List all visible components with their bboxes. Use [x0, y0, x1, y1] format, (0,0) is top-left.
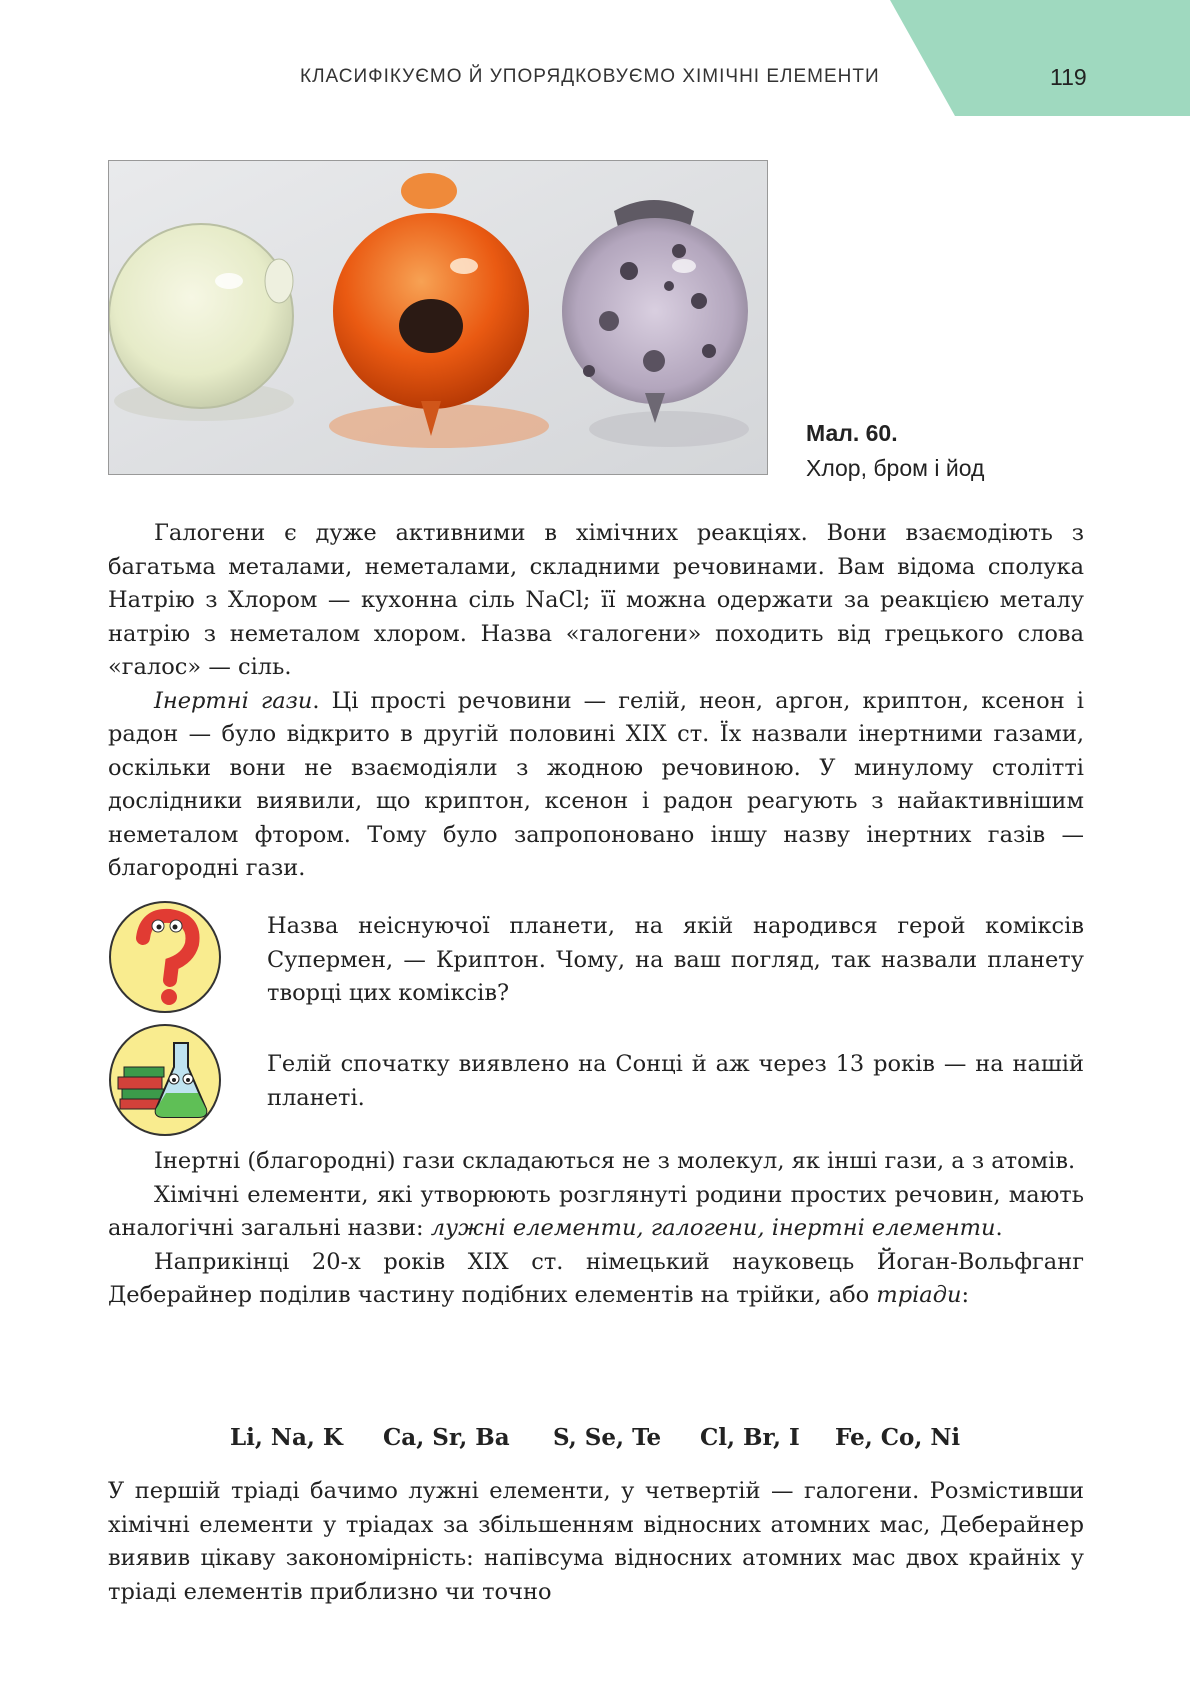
body-text-top — [108, 517, 1084, 886]
inert-gases-paragraph — [108, 685, 1084, 886]
inert-gases-text: . Ці прості речовини — гелій, неон, аргон, криптон, ксенон і радон — було відкрито в другій половині XIX ст. Їх назвали інертними газами, оскільки вони не взаємодіяли з жодною речовиною. У минулому столітті дослідники виявили, що криптон, ксенон і радон реагують з найактивнішим неметалом фтором. Тому було запропоновано іншу назву інертних газів — благородні гази. — [108, 687, 1084, 881]
families-end: . — [995, 1215, 1003, 1241]
families-text: Хімічні елементи, які утворюють розглянуті родини простих речовин, мають аналогічні загальні назви: — [108, 1181, 1084, 1241]
triad: Cl, Br, I — [700, 1424, 800, 1451]
triad: Ca, Sr, Ba — [383, 1424, 510, 1451]
body-text-bottom — [108, 1475, 1084, 1609]
inert-gases-term: Інертні гази — [154, 687, 313, 714]
halogens-paragraph: Галогени є дуже активними в хімічних реакціях. Вони взаємодіють з багатьма металами, неметалами, складними речовинами. Вам відома сполука Натрію з Хлором — кухонна сіль NaCl; її можна одержати за реакцією металу натрію з неметалом хлором. Назва «галогени» походить від грецького слова «галос» — сіль. — [108, 520, 1084, 680]
dobereiner-end: : — [961, 1282, 970, 1308]
triad: S, Se, Te — [553, 1424, 662, 1451]
question-note-text: Назва неіснуючої планети, на якій народився герой коміксів Супермен, — Криптон. Чому, на ваш погляд, так назвали планету творці цих коміксів? — [267, 913, 1084, 1006]
dobereiner-italic: тріади — [876, 1282, 962, 1308]
body-text-middle — [108, 1145, 1084, 1313]
atoms-paragraph: Інертні (благородні) гази складаються не з молекул, як інші гази, а з атомів. — [154, 1148, 1076, 1174]
triad: Fe, Co, Ni — [835, 1424, 961, 1451]
page-number: 119 — [1050, 64, 1087, 90]
figure-label: Мал. 60. — [806, 420, 898, 446]
figure-photo-halogen-flasks — [108, 160, 768, 475]
dobereiner-text: Наприкінці 20-х років XIX ст. німецький науковець Йоган-Вольфганг Деберайнер поділив частину подібних елементів на трійки, або — [108, 1248, 1084, 1308]
books-flask-icon — [108, 1023, 222, 1137]
triad: Li, Na, K — [230, 1424, 343, 1451]
dobereiner-paragraph — [108, 1246, 1084, 1313]
fact-note-text: Гелій спочатку виявлено на Сонці й аж через 13 років — на нашій планеті. — [267, 1051, 1084, 1111]
last-paragraph: У першій тріаді бачимо лужні елементи, у четвертій — галогени. Розмістивши хімічні елементи у тріадах за збільшенням відносних атомних мас, Деберайнер виявив цікаву закономірність: напівсума відносних атомних мас двох крайніх у тріаді елементів приблизно чи точно — [108, 1478, 1084, 1605]
figure-caption: Хлор, бром і йод — [806, 455, 985, 481]
families-paragraph — [108, 1179, 1084, 1246]
header-accent-band — [0, 0, 1190, 116]
running-head: КЛАСИФІКУЄМО Й УПОРЯДКОВУЄМО ХІМІЧНІ ЕЛЕМЕНТИ — [300, 66, 880, 87]
families-italic: лужні елементи, галогени, інертні елементи — [430, 1215, 996, 1241]
question-mark-icon — [108, 900, 222, 1014]
